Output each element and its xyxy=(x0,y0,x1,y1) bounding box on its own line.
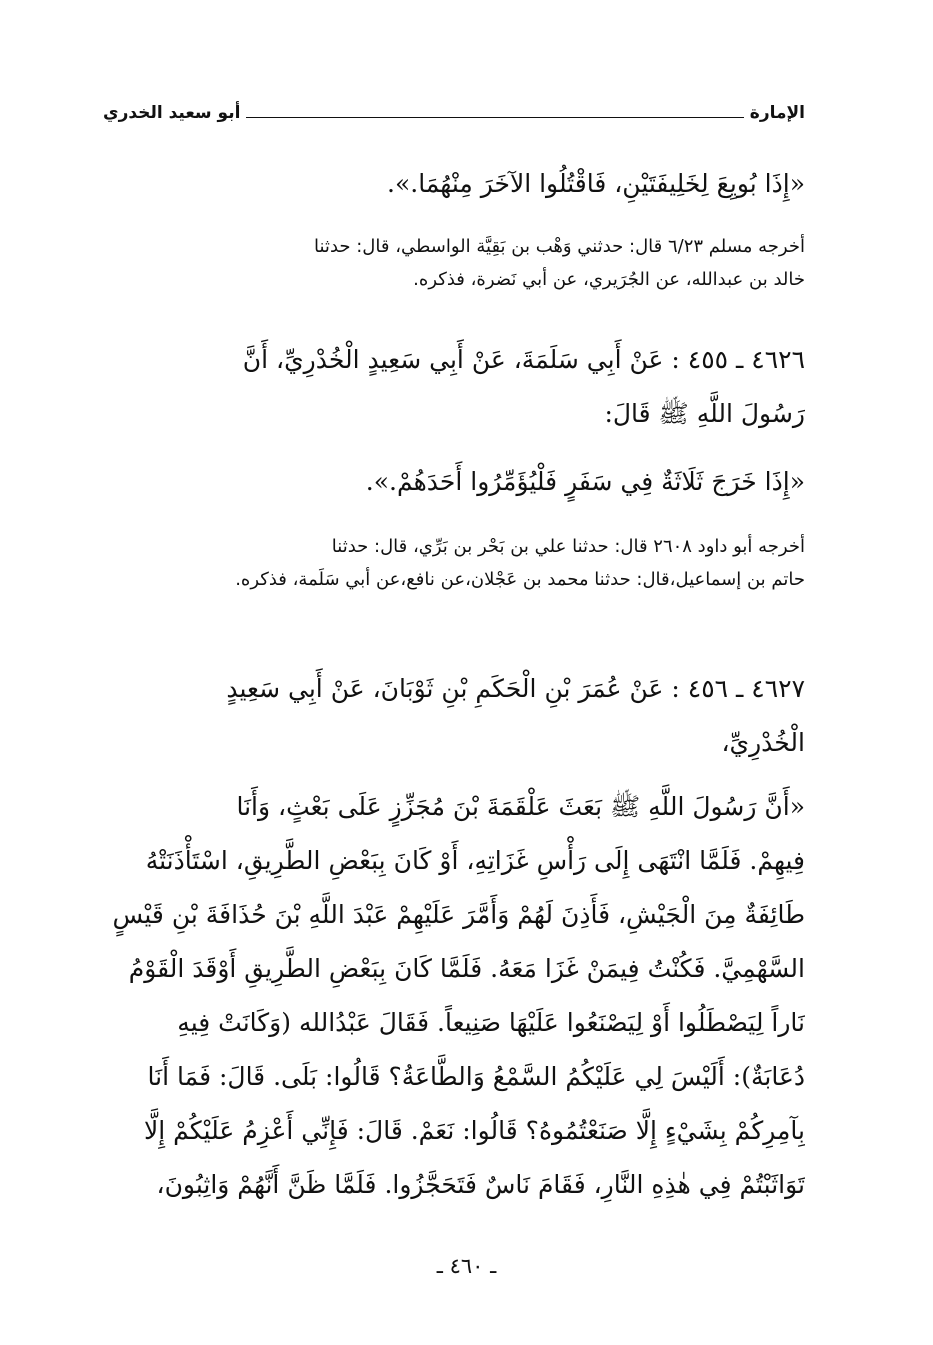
hadith-text-3 xyxy=(103,780,805,1212)
takhrij-note-1 xyxy=(103,230,805,296)
text-line: «أَنَّ رَسُولَ اللَّهِ ﷺ بَعَثَ عَلْقَمَةَ بْنَ مُجَزِّزٍ عَلَى بَعْثٍ، وَأَنَا xyxy=(236,792,805,821)
hadith-entry-4627 xyxy=(103,662,805,770)
text-line: طَائِفَةٌ مِنَ الْجَيْشِ، فَأَذِنَ لَهُمْ وَأَمَّرَ عَلَيْهِمْ عَبْدَ اللَّهِ بْنَ حُذَافَةَ بْنِ قَيْسٍ xyxy=(112,900,805,929)
text-line: أخرجه مسلم ٦/٢٣ قال: حدثني وَهْب بن بَقِيَّة الواسطي، قال: حدثنا xyxy=(314,236,805,257)
narrator-name: أبو سعيد الخدري xyxy=(103,103,241,123)
hadith-text-1 xyxy=(103,157,805,211)
text-line: خالد بن عبدالله، عن الجُرَيري، عن أبي نَضرة، فذكره. xyxy=(413,269,805,290)
header-rule xyxy=(246,117,743,118)
text-line: «إِذَا بُويِعَ لِخَلِيفَتَيْنِ، فَاقْتُلُوا الآخَرَ مِنْهُمَا.». xyxy=(387,169,805,198)
chapter-title: الإمارة xyxy=(749,103,805,123)
text-line: أخرجه أبو داود ٢٦٠٨ قال: حدثنا علي بن بَحْر بن بَرِّي، قال: حدثنا xyxy=(331,536,805,557)
text-line: دُعَابَةٌ): أَلَيْسَ لِي عَلَيْكُمُ السَّمْعُ وَالطَّاعَةُ؟ قَالُوا: بَلَى. قَالَ: فَمَا أَنَا xyxy=(147,1062,805,1091)
hadith-text-2 xyxy=(103,455,805,509)
text-line: «إِذَا خَرَجَ ثَلَاثَةٌ فِي سَفَرٍ فَلْيُؤَمِّرُوا أَحَدَهُمْ.». xyxy=(365,467,805,496)
text-line: فِيهِمْ. فَلَمَّا انْتَهَى إِلَى رَأْسِ غَزَاتِهِ، أَوْ كَانَ بِبَعْضِ الطَّرِيقِ، اسْتَأْذَنَتْهُ xyxy=(145,846,805,875)
text-line: حاتم بن إسماعيل،قال: حدثنا محمد بن عَجْلان،عن نافع،عن أبي سَلَمة، فذكره. xyxy=(235,569,805,590)
text-line: ٤٦٢٧ ـ ٤٥٦ : عَنْ عُمَرَ بْنِ الْحَكَمِ بْنِ ثَوْبَانَ، عَنْ أَبِي سَعِيدٍ xyxy=(226,674,805,703)
text-line: الْخُدْرِيِّ، xyxy=(721,728,805,757)
takhrij-note-2 xyxy=(103,530,805,596)
text-line: تَوَاثَبْتُمْ فِي هٰذِهِ النَّارِ، فَقَامَ نَاسٌ فَتَحَجَّزُوا. فَلَمَّا ظَنَّ أَنَّهُمْ وَاثِبُونَ، xyxy=(156,1170,805,1199)
text-line: بِآمِرِكُمْ بِشَيْءٍ إِلَّا صَنَعْتُمُوهُ؟ قَالُوا: نَعَمْ. قَالَ: فَإِنِّي أَعْزِمُ عَلَيْكُمْ إِلَّا xyxy=(143,1116,805,1145)
text-line: رَسُولَ اللَّهِ ﷺ قَالَ: xyxy=(604,399,805,428)
hadith-entry-4626 xyxy=(103,333,805,441)
text-line: نَاراً لِيَصْطَلُوا أَوْ لِيَصْنَعُوا عَلَيْهَا صَنِيعاً. فَقَالَ عَبْدُالله (وَكَانَتْ فِيهِ xyxy=(177,1008,805,1037)
text-line: السَّهْمِيَّ. فَكُنْتُ فِيمَنْ غَزَا مَعَهُ. فَلَمَّا كَانَ بِبَعْضِ الطَّرِيقِ أَوْقَدَ الْقَوْمُ xyxy=(128,954,805,983)
page-number: ـ ٤٦٠ ـ xyxy=(436,1254,497,1278)
running-header xyxy=(103,100,805,126)
text-line: ٤٦٢٦ ـ ٤٥٥ : عَنْ أَبِي سَلَمَةَ، عَنْ أَبِي سَعِيدٍ الْخُدْرِيِّ، أَنَّ xyxy=(242,345,805,374)
